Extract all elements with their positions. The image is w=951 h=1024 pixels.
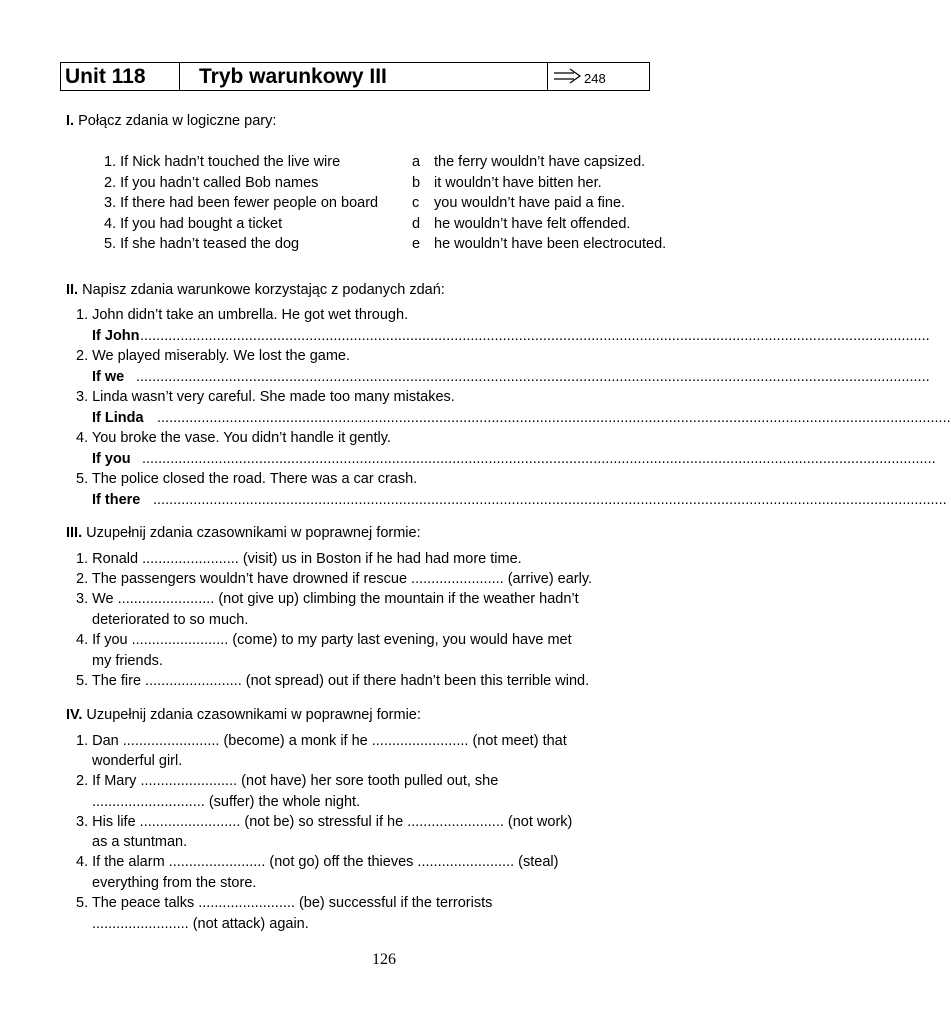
exercise-3-line-4-cont: my friends.	[92, 653, 163, 669]
unit-number: Unit 118	[61, 63, 180, 90]
exercise-4-line-2-cont: ............................ (suffer) the whole night.	[92, 794, 361, 810]
section-2-number: II.	[66, 282, 79, 298]
section-1-number: I.	[66, 113, 75, 129]
exercise-2-sentence-2: 2. We played miserably. We lost the game.	[76, 348, 351, 364]
section-2-instruction: Napisz zdania warunkowe korzystając z podanych zdań:	[78, 282, 445, 298]
section-1-heading	[66, 113, 276, 129]
exercise-2-sentence-3: 3. Linda wasn’t very careful. She made too many mistakes.	[76, 389, 455, 405]
left-clause-3: 3. If there had been fewer people on board	[104, 195, 379, 211]
match-letter-a: a	[412, 154, 421, 170]
section-4-instruction: Uzupełnij zdania czasownikami w poprawnej formie:	[82, 707, 421, 723]
section-4-number: IV.	[66, 707, 83, 723]
answer-line-3[interactable]: .....................................................................................................................................................................................................	[157, 410, 951, 426]
exercise-2-starter-5: If there	[92, 492, 141, 508]
exercise-4-line-5: 5. The peace talks ........................ (be) successful if the terrorists	[76, 895, 493, 911]
reference-page: 248	[584, 71, 606, 86]
match-letter-d: d	[412, 216, 421, 232]
section-3-instruction: Uzupełnij zdania czasownikami w poprawnej formie:	[82, 525, 421, 541]
match-letter-c: c	[412, 195, 420, 211]
answer-line-4[interactable]: .....................................................................................................................................................................................................	[142, 451, 936, 467]
left-clause-4: 4. If you had bought a ticket	[104, 216, 283, 232]
left-clause-5: 5. If she hadn’t teased the dog	[104, 236, 300, 252]
unit-header	[60, 62, 650, 91]
exercise-4-line-3-cont: as a stuntman.	[92, 834, 188, 850]
answer-line-5[interactable]: .....................................................................................................................................................................................................	[153, 492, 947, 508]
right-clause-e: he wouldn’t have been electrocuted.	[434, 236, 667, 252]
exercise-3-line-1: 1. Ronald ........................ (visit) us in Boston if he had had more time.	[76, 551, 522, 567]
section-2-heading	[66, 282, 445, 298]
right-clause-b: it wouldn’t have bitten her.	[434, 175, 602, 191]
exercise-2-sentence-5: 5. The police closed the road. There was a car crash.	[76, 471, 418, 487]
exercise-4-line-2: 2. If Mary ........................ (not have) her sore tooth pulled out, she	[76, 773, 499, 789]
exercise-3-line-2: 2. The passengers wouldn’t have drowned if rescue ....................... (arrive) early.	[76, 571, 593, 587]
exercise-2-starter-1: If John	[92, 328, 140, 344]
exercise-2-starter-4: If you	[92, 451, 131, 467]
left-clause-1: 1. If Nick hadn’t touched the live wire	[104, 154, 341, 170]
exercise-4-line-3: 3. His life ......................... (not be) so stressful if he ........................ (not work)	[76, 814, 573, 830]
exercise-3-line-4: 4. If you ........................ (come) to my party last evening, you would have met	[76, 632, 572, 648]
section-3-number: III.	[66, 525, 83, 541]
unit-title: Tryb warunkowy III	[180, 63, 548, 90]
answer-line-2[interactable]: .....................................................................................................................................................................................................	[136, 369, 930, 385]
exercise-4-line-1-cont: wonderful girl.	[92, 753, 183, 769]
exercise-3-line-5: 5. The fire ........................ (not spread) out if there hadn’t been this terrible wind.	[76, 673, 590, 689]
exercise-2-sentence-1: 1. John didn’t take an umbrella. He got wet through.	[76, 307, 409, 323]
right-clause-d: he wouldn’t have felt offended.	[434, 216, 631, 232]
exercise-4-line-5-cont: ........................ (not attack) again.	[92, 916, 309, 932]
exercise-4-line-4-cont: everything from the store.	[92, 875, 257, 891]
reference-cell	[548, 63, 649, 90]
match-letter-e: e	[412, 236, 421, 252]
exercise-3-line-3: 3. We ........................ (not give up) climbing the mountain if the weather hadn’t	[76, 591, 579, 607]
double-arrow-right-icon	[554, 69, 582, 83]
exercise-4-line-4: 4. If the alarm ........................ (not go) off the thieves ........................ (steal)	[76, 854, 559, 870]
exercise-2-sentence-4: 4. You broke the vase. You didn’t handle it gently.	[76, 430, 391, 446]
match-letter-b: b	[412, 175, 421, 191]
exercise-2-starter-3: If Linda	[92, 410, 144, 426]
section-1-instruction: Połącz zdania w logiczne pary:	[74, 113, 277, 129]
exercise-3-line-3-cont: deteriorated to so much.	[92, 612, 249, 628]
section-3-heading	[66, 525, 421, 541]
right-clause-a: the ferry wouldn’t have capsized.	[434, 154, 646, 170]
answer-line-1[interactable]: .....................................................................................................................................................................................................	[136, 328, 930, 344]
section-4-heading	[66, 707, 421, 723]
exercise-4-line-1: 1. Dan ........................ (become) a monk if he ........................ (not meet) that	[76, 733, 567, 749]
page-number: 126	[372, 951, 396, 968]
exercise-2-starter-2: If we	[92, 369, 125, 385]
left-clause-2: 2. If you hadn’t called Bob names	[104, 175, 319, 191]
right-clause-c: you wouldn’t have paid a fine.	[434, 195, 626, 211]
